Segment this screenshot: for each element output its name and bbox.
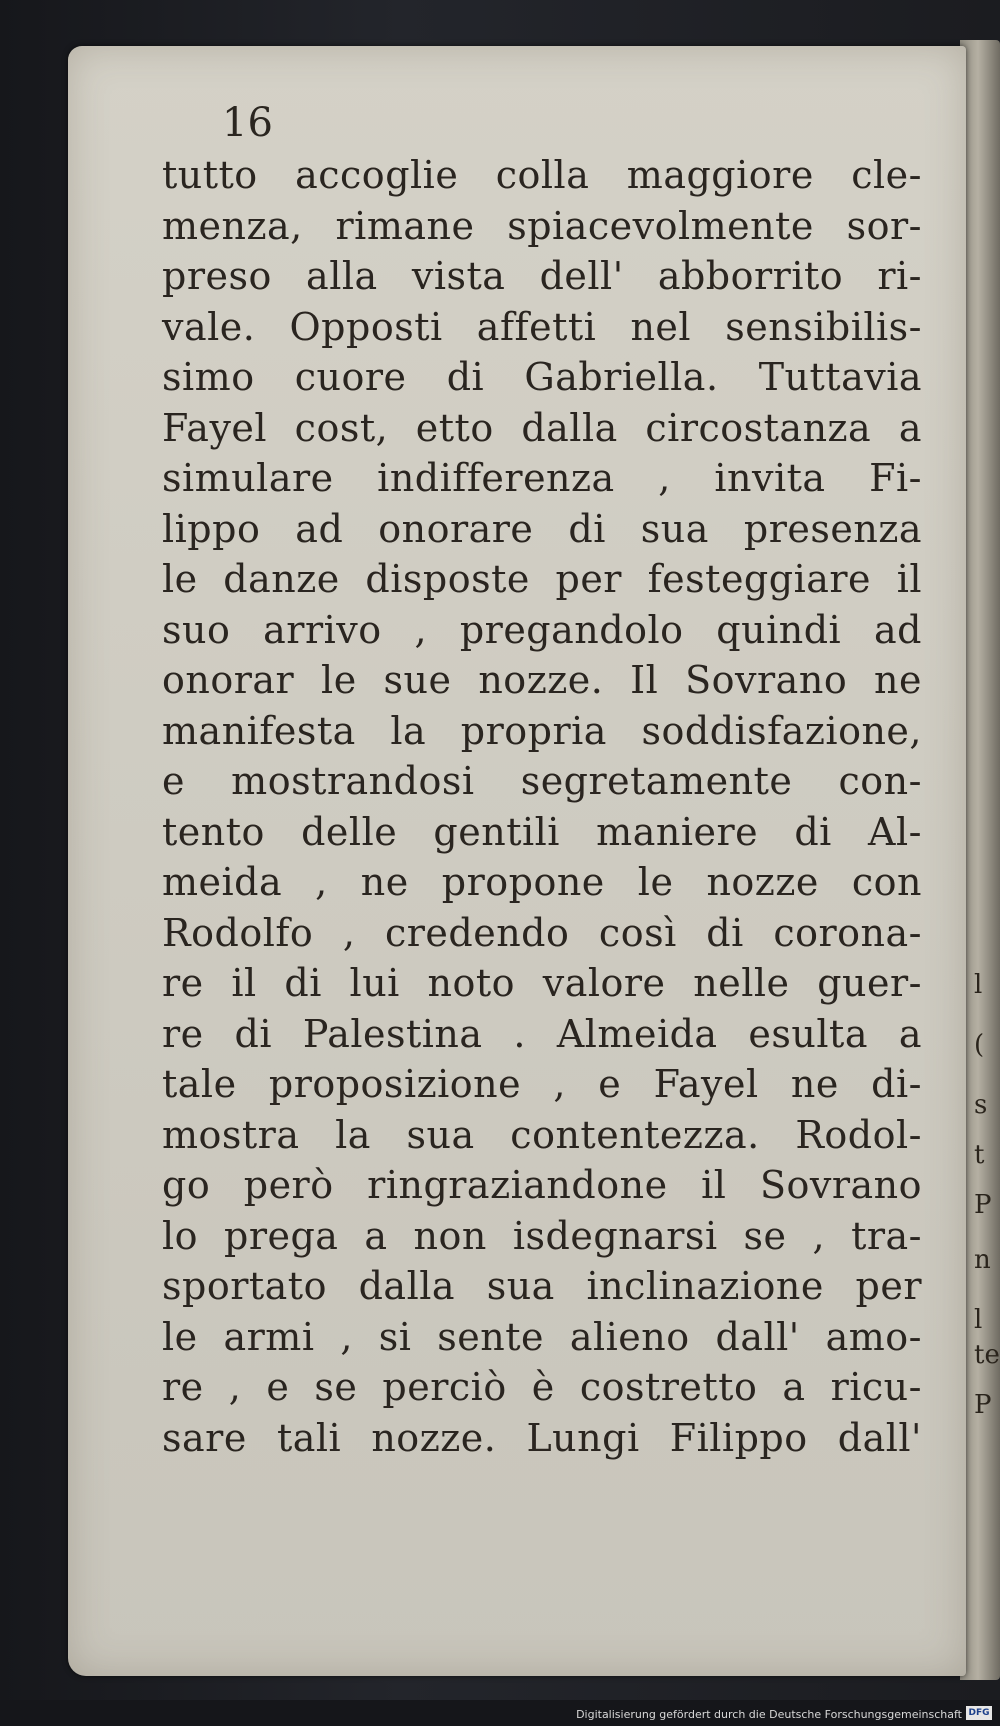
edge-char: te xyxy=(974,1340,1000,1370)
text-line: sportato dalla sua inclinazione per xyxy=(162,1264,922,1308)
text-line: lo prega a non isdegnarsi se , tra- xyxy=(162,1213,922,1258)
text-line: vale. Opposti affetti nel sensibilis- xyxy=(162,304,922,349)
edge-char: ( xyxy=(974,1030,985,1060)
text-line: e mostrandosi segretamente con- xyxy=(162,759,922,803)
text-line: onorar le sue nozze. Il Sovrano ne xyxy=(162,658,922,702)
text-line: le danze disposte per festeggiare il xyxy=(162,557,922,601)
text-line: menza, rimane spiacevolmente sor- xyxy=(162,203,922,248)
edge-char: t xyxy=(974,1140,985,1170)
text-line: simulare indifferenza , invita Fi- xyxy=(162,456,922,500)
text-line: meida , ne propone le nozze con xyxy=(162,860,922,904)
edge-char: P xyxy=(974,1190,992,1220)
text-line: Rodolfo , credendo così di corona- xyxy=(162,910,922,955)
text-line: go però ringraziandone il Sovrano xyxy=(162,1163,922,1207)
text-line: preso alla vista dell' abborrito ri- xyxy=(162,254,922,298)
text-line: tento delle gentili maniere di Al- xyxy=(162,809,922,854)
text-line: re , e se perciò è costretto a ricu- xyxy=(162,1365,922,1409)
page-number: 16 xyxy=(222,100,273,146)
dfg-logo: DFG xyxy=(966,1706,992,1720)
edge-char: s xyxy=(974,1090,988,1120)
text-line: suo arrivo , pregandolo quindi ad xyxy=(162,607,922,652)
text-line: re il di lui noto valore nelle guer- xyxy=(162,961,922,1005)
text-line: mostra la sua contentezza. Rodol- xyxy=(162,1112,922,1157)
funding-credit: Digitalisierung gefördert durch die Deutsche Forschungsgemeinschaft xyxy=(576,1708,962,1721)
page-text xyxy=(162,150,922,1463)
text-line: tale proposizione , e Fayel ne di- xyxy=(162,1062,922,1106)
edge-char: P xyxy=(974,1390,992,1420)
next-page-edge xyxy=(960,40,1000,1680)
edge-char: n xyxy=(974,1245,991,1275)
text-line: sare tali nozze. Lungi Filippo dall' xyxy=(162,1415,922,1460)
text-line: le armi , si sente alieno dall' amo- xyxy=(162,1314,922,1359)
edge-char: l xyxy=(974,1305,983,1335)
text-line: Fayel cost, etto dalla circostanza a xyxy=(162,405,922,450)
text-line: simo cuore di Gabriella. Tuttavia xyxy=(162,355,922,399)
text-line: lippo ad onorare di sua presenza xyxy=(162,506,922,551)
text-line: tutto accoglie colla maggiore cle- xyxy=(162,153,922,197)
edge-char: l xyxy=(974,970,983,1000)
text-line: manifesta la propria soddisfazione, xyxy=(162,708,922,753)
text-line: re di Palestina . Almeida esulta a xyxy=(162,1011,922,1056)
